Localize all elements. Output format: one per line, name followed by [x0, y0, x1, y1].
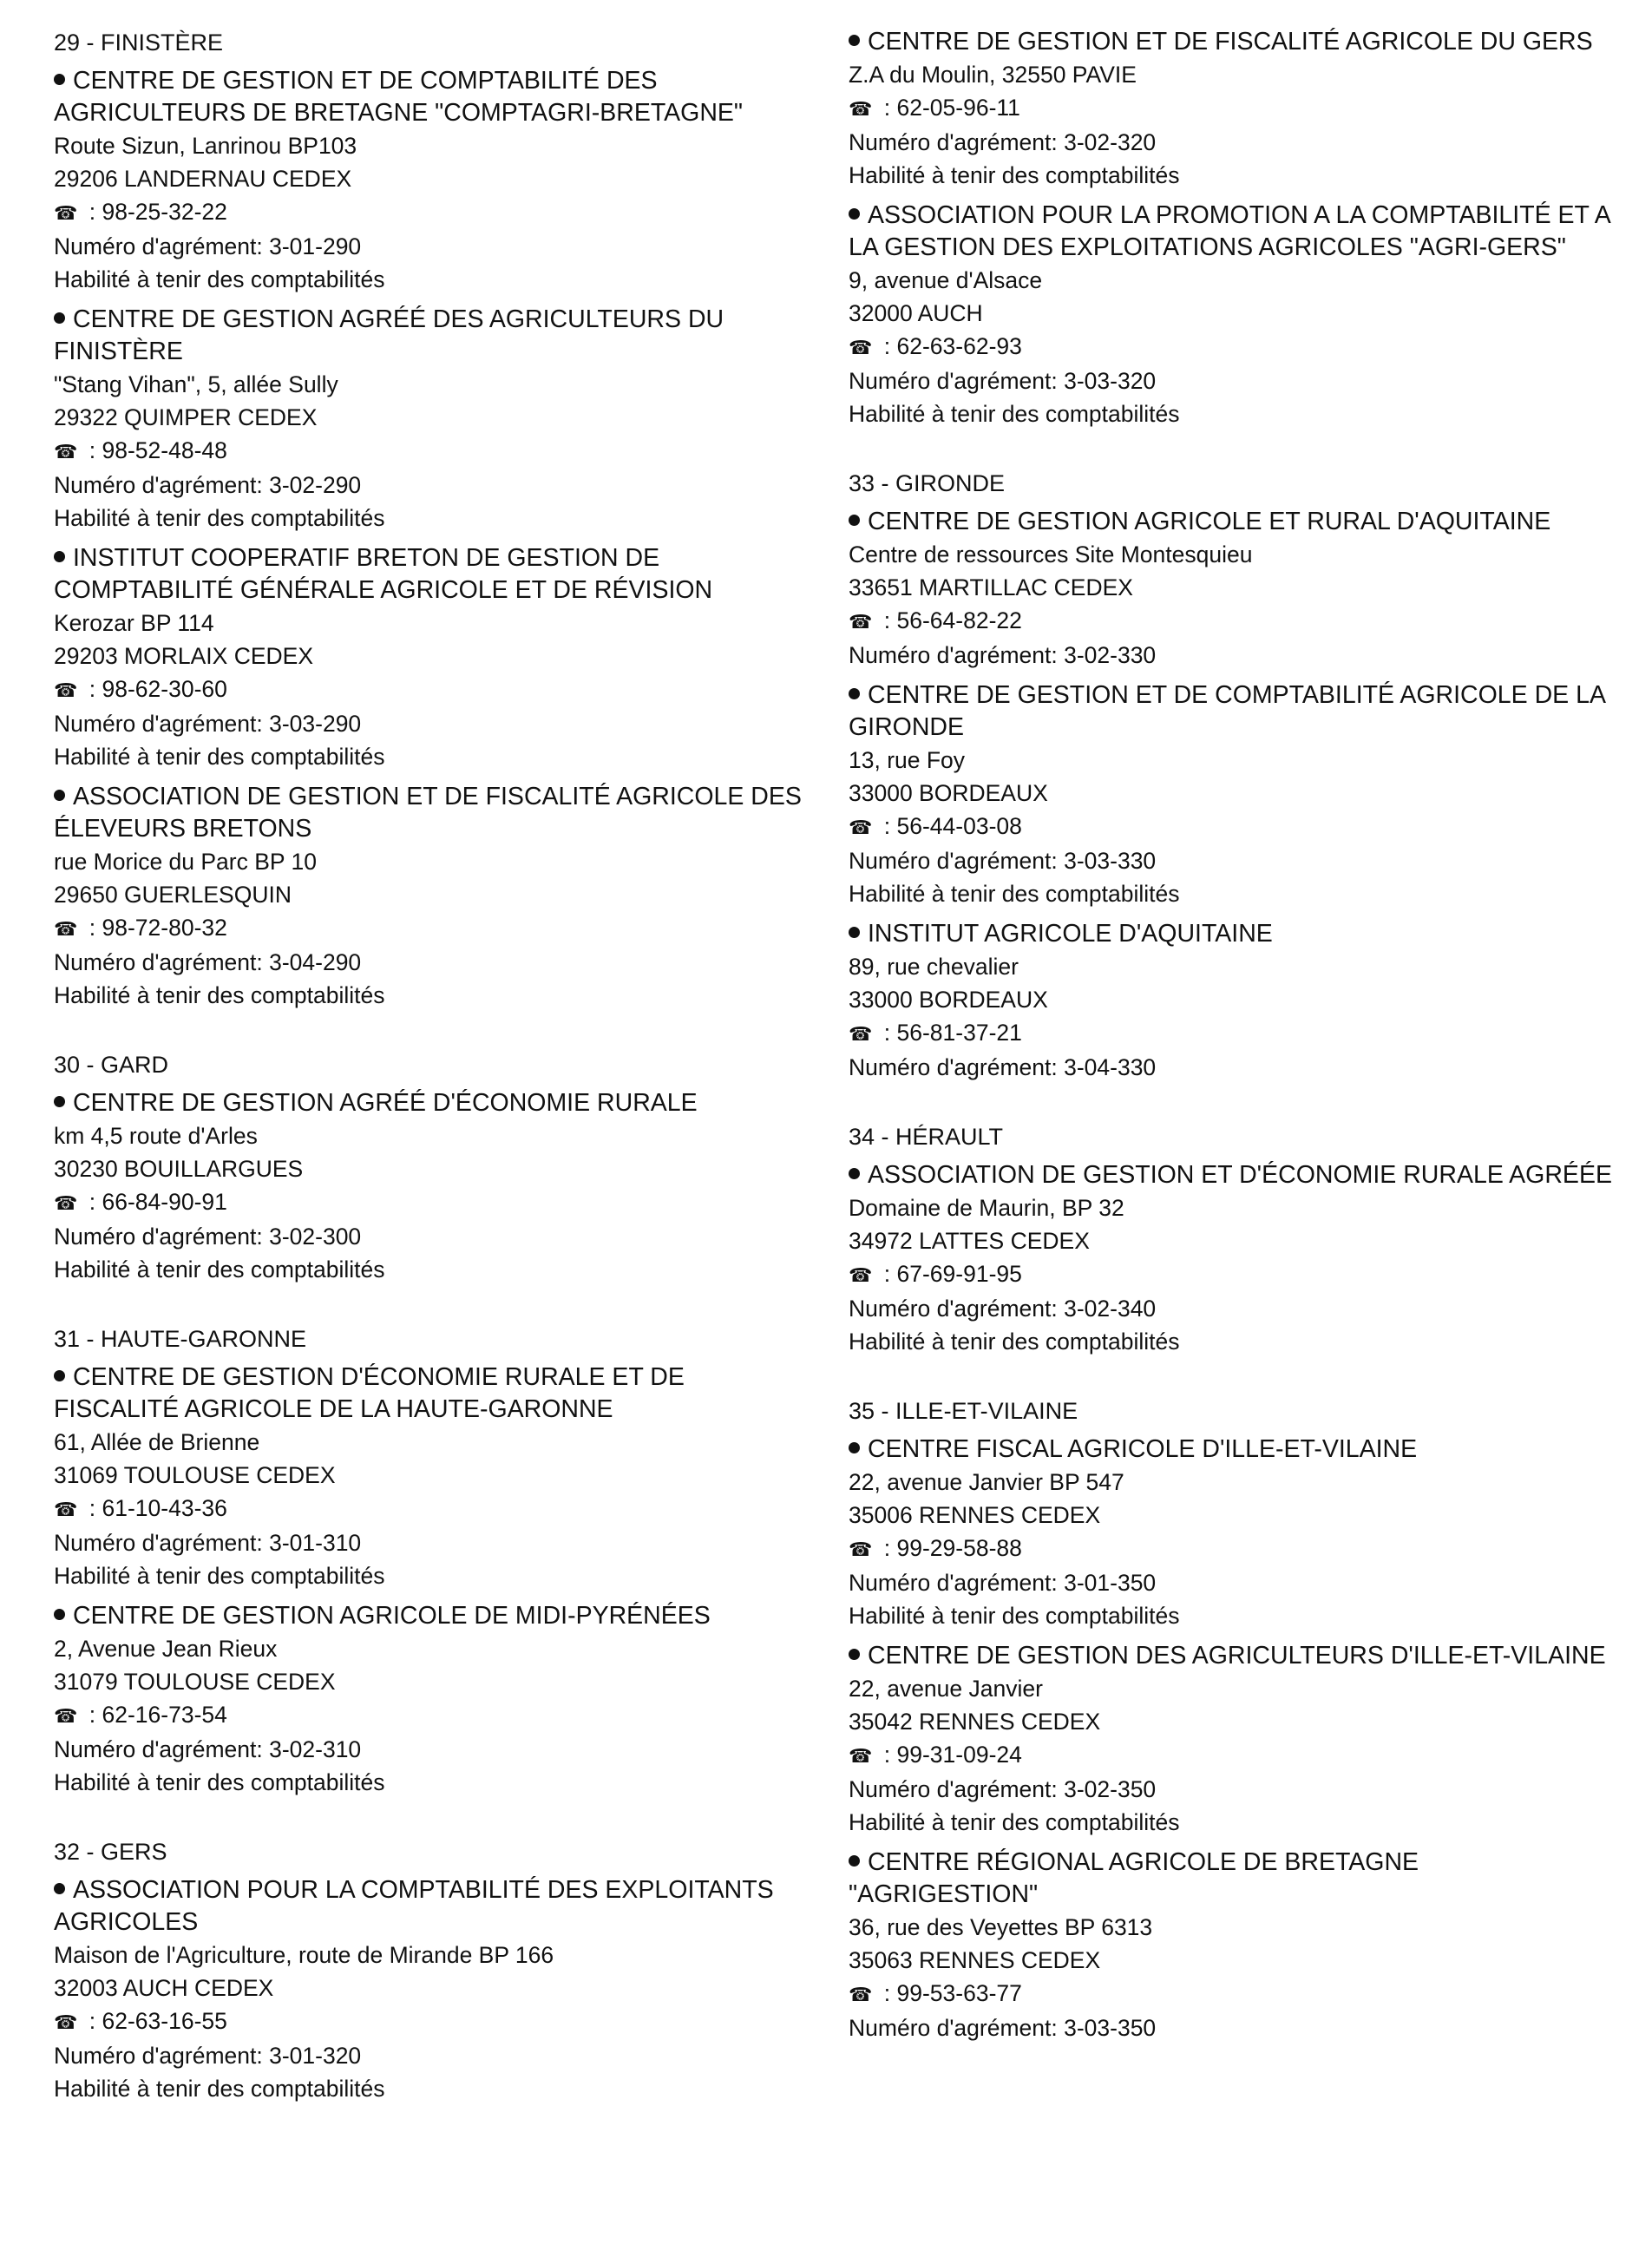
habilitation-note: Habilité à tenir des comptabilités: [54, 505, 385, 531]
address-line: 33000 BORDEAUX: [849, 780, 1048, 806]
address-line: rue Morice du Parc BP 10: [54, 849, 317, 875]
right-column: [849, 26, 1612, 2081]
address-line: 35063 RENNES CEDEX: [849, 1947, 1101, 1973]
address-line: 32003 AUCH CEDEX: [54, 1975, 274, 2001]
phone-number: : 62-63-62-93: [877, 333, 1022, 359]
entry-name: [849, 506, 1612, 538]
department-section: [54, 1322, 809, 1799]
phone-number: : 56-81-37-21: [877, 1020, 1022, 1046]
habilitation-note: Habilité à tenir des comptabilités: [849, 1809, 1180, 1835]
agrement-number: Numéro d'agrément: 3-01-350: [849, 1570, 1157, 1596]
habilitation-note: Habilité à tenir des comptabilités: [54, 982, 385, 1008]
left-column: [54, 26, 809, 2142]
phone-line: [849, 1738, 1612, 1773]
directory-entry: [849, 1847, 1612, 2044]
phone-line: [849, 330, 1612, 364]
phone-line: [849, 1257, 1612, 1292]
phone-number: : 66-84-90-91: [82, 1189, 227, 1215]
phone-number: : 62-05-96-11: [877, 95, 1020, 121]
department-section: [849, 1120, 1612, 1358]
phone-number: : 99-29-58-88: [877, 1535, 1022, 1561]
address-line: 34972 LATTES CEDEX: [849, 1228, 1090, 1254]
phone-icon: ☎: [54, 2011, 78, 2033]
habilitation-note: Habilité à tenir des comptabilités: [54, 1769, 385, 1795]
phone-number: : 56-44-03-08: [877, 813, 1022, 839]
agrement-number: Numéro d'agrément: 3-02-290: [54, 472, 362, 498]
phone-line: [54, 1698, 809, 1733]
habilitation-note: Habilité à tenir des comptabilités: [54, 2076, 385, 2102]
address-line: 61, Allée de Brienne: [54, 1429, 260, 1455]
bullet-icon: [849, 35, 860, 46]
agrement-number: Numéro d'agrément: 3-03-320: [849, 368, 1157, 394]
phone-number: : 98-25-32-22: [82, 199, 227, 225]
address-line: 29322 QUIMPER CEDEX: [54, 404, 318, 430]
phone-number: : 56-64-82-22: [877, 607, 1022, 633]
entry-name-text: CENTRE DE GESTION ET DE FISCALITÉ AGRICOLE DU GERS: [868, 28, 1593, 56]
entry-name: [849, 1434, 1612, 1466]
habilitation-note: Habilité à tenir des comptabilités: [849, 1329, 1180, 1355]
bullet-icon: [849, 688, 860, 699]
agrement-number: Numéro d'agrément: 3-01-320: [54, 2043, 362, 2069]
entry-name: [849, 26, 1612, 58]
phone-line: [849, 91, 1612, 126]
phone-icon: ☎: [849, 1984, 873, 2005]
phone-line: [54, 1185, 809, 1220]
phone-line: [849, 1532, 1612, 1566]
habilitation-note: Habilité à tenir des comptabilités: [849, 1603, 1180, 1629]
phone-icon: ☎: [849, 611, 873, 633]
phone-line: [54, 911, 809, 946]
agrement-number: Numéro d'agrément: 3-04-290: [54, 949, 362, 975]
phone-icon: ☎: [54, 1499, 78, 1520]
bullet-icon: [849, 1855, 860, 1867]
habilitation-note: Habilité à tenir des comptabilités: [54, 266, 385, 292]
department-section: [54, 26, 809, 1012]
entry-name-text: INSTITUT COOPERATIF BRETON DE GESTION DE COMPTABILITÉ GÉNÉRALE AGRICOLE ET DE RÉVISION: [54, 544, 713, 604]
habilitation-note: Habilité à tenir des comptabilités: [54, 744, 385, 770]
address-line: km 4,5 route d'Arles: [54, 1123, 258, 1149]
address-line: Z.A du Moulin, 32550 PAVIE: [849, 62, 1137, 88]
entry-name-text: CENTRE DE GESTION AGRÉÉ D'ÉCONOMIE RURALE: [73, 1089, 698, 1117]
address-line: 35042 RENNES CEDEX: [849, 1709, 1101, 1735]
phone-line: [849, 810, 1612, 844]
entry-name-text: CENTRE DE GESTION AGRICOLE DE MIDI-PYRÉNÉES: [73, 1602, 711, 1630]
directory-entry: [849, 1640, 1612, 1839]
phone-icon: ☎: [849, 817, 873, 838]
phone-line: [54, 673, 809, 707]
entry-name-text: CENTRE DE GESTION DES AGRICULTEURS D'ILLE-ET-VILAINE: [868, 1642, 1606, 1670]
bullet-icon: [54, 551, 65, 562]
directory-entry: [54, 304, 809, 535]
department-section: [54, 1835, 809, 2105]
agrement-number: Numéro d'agrément: 3-02-320: [849, 129, 1157, 155]
entry-name: [54, 304, 809, 368]
directory-entry: [54, 1600, 809, 1799]
directory-entry: [849, 679, 1612, 910]
phone-number: : 61-10-43-36: [82, 1495, 227, 1521]
department-section: [849, 467, 1612, 1084]
entry-name: [54, 781, 809, 845]
phone-icon: ☎: [54, 1192, 78, 1214]
address-line: 2, Avenue Jean Rieux: [54, 1636, 278, 1662]
bullet-icon: [849, 1168, 860, 1179]
address-line: 31069 TOULOUSE CEDEX: [54, 1462, 336, 1488]
phone-line: [54, 1492, 809, 1526]
bullet-icon: [54, 74, 65, 85]
phone-line: [54, 195, 809, 230]
phone-icon: ☎: [849, 1023, 873, 1045]
bullet-icon: [849, 208, 860, 220]
agrement-number: Numéro d'agrément: 3-03-330: [849, 848, 1157, 874]
bullet-icon: [849, 1442, 860, 1453]
directory-entry: [54, 1087, 809, 1286]
phone-line: [54, 434, 809, 469]
agrement-number: Numéro d'agrément: 3-02-340: [849, 1296, 1157, 1322]
department-section: [849, 26, 1612, 430]
directory-entry: [54, 781, 809, 1012]
agrement-number: Numéro d'agrément: 3-04-330: [849, 1054, 1157, 1080]
entry-name: [54, 542, 809, 607]
department-title: 29 - FINISTÈRE: [54, 30, 224, 56]
directory-entry: [54, 65, 809, 296]
agrement-number: Numéro d'agrément: 3-02-350: [849, 1776, 1157, 1802]
address-line: Kerozar BP 114: [54, 610, 214, 636]
habilitation-note: Habilité à tenir des comptabilités: [849, 401, 1180, 427]
habilitation-note: Habilité à tenir des comptabilités: [849, 881, 1180, 907]
phone-icon: ☎: [849, 1539, 873, 1560]
phone-icon: ☎: [54, 679, 78, 701]
phone-number: : 99-53-63-77: [877, 1980, 1022, 2006]
entry-name: [849, 1640, 1612, 1672]
directory-entry: [54, 1874, 809, 2105]
phone-number: : 98-52-48-48: [82, 437, 227, 463]
address-line: 33000 BORDEAUX: [849, 987, 1048, 1013]
address-line: Route Sizun, Lanrinou BP103: [54, 133, 357, 159]
entry-name-text: CENTRE DE GESTION ET DE COMPTABILITÉ DES AGRICULTEURS DE BRETAGNE "COMPTAGRI-BRETAGNE": [54, 67, 744, 127]
department-section: [849, 1394, 1612, 2044]
entry-name: [54, 1361, 809, 1426]
agrement-number: Numéro d'agrément: 3-02-330: [849, 642, 1157, 668]
phone-icon: ☎: [849, 98, 873, 120]
entry-name: [849, 1847, 1612, 1911]
entry-name: [54, 1087, 809, 1119]
entry-name: [849, 679, 1612, 744]
phone-number: : 62-63-16-55: [82, 2008, 227, 2034]
agrement-number: Numéro d'agrément: 3-03-290: [54, 711, 362, 737]
agrement-number: Numéro d'agrément: 3-03-350: [849, 2015, 1157, 2041]
habilitation-note: Habilité à tenir des comptabilités: [849, 162, 1180, 188]
bullet-icon: [54, 1883, 65, 1894]
address-line: 89, rue chevalier: [849, 954, 1019, 980]
directory-entry: [849, 1159, 1612, 1358]
department-title: 35 - ILLE-ET-VILAINE: [849, 1398, 1078, 1424]
phone-number: : 99-31-09-24: [877, 1742, 1022, 1768]
phone-line: [849, 1016, 1612, 1051]
entry-name-text: CENTRE RÉGIONAL AGRICOLE DE BRETAGNE "AGRIGESTION": [849, 1848, 1419, 1908]
entry-name: [849, 1159, 1612, 1191]
phone-icon: ☎: [54, 1705, 78, 1727]
directory-entry: [849, 506, 1612, 672]
entry-name-text: INSTITUT AGRICOLE D'AQUITAINE: [868, 920, 1273, 948]
entry-name-text: ASSOCIATION POUR LA COMPTABILITÉ DES EXPLOITANTS AGRICOLES: [54, 1876, 774, 1936]
entry-name-text: CENTRE DE GESTION ET DE COMPTABILITÉ AGRICOLE DE LA GIRONDE: [849, 681, 1605, 741]
phone-line: [849, 604, 1612, 639]
entry-name: [54, 1600, 809, 1632]
phone-line: [54, 2004, 809, 2039]
phone-icon: ☎: [849, 1745, 873, 1767]
entry-name-text: ASSOCIATION DE GESTION ET DE FISCALITÉ AGRICOLE DES ÉLEVEURS BRETONS: [54, 783, 802, 843]
entry-name: [849, 200, 1612, 264]
entry-name-text: ASSOCIATION DE GESTION ET D'ÉCONOMIE RURALE AGRÉÉE: [868, 1161, 1612, 1189]
directory-entry: [849, 918, 1612, 1084]
habilitation-note: Habilité à tenir des comptabilités: [54, 1256, 385, 1283]
address-line: 29206 LANDERNAU CEDEX: [54, 166, 352, 192]
directory-entry: [54, 1361, 809, 1592]
address-line: 9, avenue d'Alsace: [849, 267, 1043, 293]
bullet-icon: [849, 1649, 860, 1660]
bullet-icon: [54, 1370, 65, 1381]
entry-name-text: CENTRE DE GESTION D'ÉCONOMIE RURALE ET DE FISCALITÉ AGRICOLE DE LA HAUTE-GARONNE: [54, 1363, 685, 1423]
entry-name-text: ASSOCIATION POUR LA PROMOTION A LA COMPTABILITÉ ET A LA GESTION DES EXPLOITATIONS AGRICOLES "AGRI-GERS": [849, 201, 1610, 261]
address-line: 36, rue des Veyettes BP 6313: [849, 1914, 1153, 1940]
phone-icon: ☎: [849, 1264, 873, 1286]
entry-name-text: CENTRE DE GESTION AGRÉÉ DES AGRICULTEURS DU FINISTÈRE: [54, 305, 724, 365]
bullet-icon: [54, 790, 65, 801]
directory-entry: [849, 26, 1612, 192]
entry-name: [849, 918, 1612, 950]
agrement-number: Numéro d'agrément: 3-02-310: [54, 1736, 362, 1762]
address-line: Maison de l'Agriculture, route de Mirande BP 166: [54, 1942, 554, 1968]
phone-icon: ☎: [54, 441, 78, 463]
address-line: 35006 RENNES CEDEX: [849, 1502, 1101, 1528]
department-title: 34 - HÉRAULT: [849, 1124, 1004, 1150]
habilitation-note: Habilité à tenir des comptabilités: [54, 1563, 385, 1589]
entry-name: [54, 1874, 809, 1939]
address-line: 29203 MORLAIX CEDEX: [54, 643, 313, 669]
address-line: 33651 MARTILLAC CEDEX: [849, 574, 1133, 600]
entry-name-text: CENTRE FISCAL AGRICOLE D'ILLE-ET-VILAINE: [868, 1435, 1418, 1463]
agrement-number: Numéro d'agrément: 3-01-290: [54, 233, 362, 259]
address-line: "Stang Vihan", 5, allée Sully: [54, 371, 338, 397]
address-line: 29650 GUERLESQUIN: [54, 882, 292, 908]
phone-icon: ☎: [54, 918, 78, 940]
entry-name: [54, 65, 809, 129]
address-line: 30230 BOUILLARGUES: [54, 1156, 304, 1182]
address-line: 31079 TOULOUSE CEDEX: [54, 1669, 336, 1695]
bullet-icon: [54, 1096, 65, 1107]
address-line: 32000 AUCH: [849, 300, 983, 326]
phone-number: : 62-16-73-54: [82, 1702, 227, 1728]
bullet-icon: [54, 312, 65, 324]
address-line: 13, rue Foy: [849, 747, 966, 773]
directory-entry: [54, 542, 809, 773]
phone-icon: ☎: [849, 337, 873, 358]
address-line: 22, avenue Janvier: [849, 1676, 1043, 1702]
phone-number: : 67-69-91-95: [877, 1261, 1022, 1287]
department-title: 33 - GIRONDE: [849, 470, 1006, 496]
address-line: Domaine de Maurin, BP 32: [849, 1195, 1124, 1221]
bullet-icon: [849, 927, 860, 938]
phone-number: : 98-72-80-32: [82, 915, 227, 941]
phone-number: : 98-62-30-60: [82, 676, 227, 702]
phone-line: [849, 1977, 1612, 2011]
entry-name-text: CENTRE DE GESTION AGRICOLE ET RURAL D'AQUITAINE: [868, 508, 1551, 535]
agrement-number: Numéro d'agrément: 3-02-300: [54, 1224, 362, 1250]
address-line: 22, avenue Janvier BP 547: [849, 1469, 1124, 1495]
department-title: 31 - HAUTE-GARONNE: [54, 1326, 307, 1352]
bullet-icon: [54, 1609, 65, 1620]
agrement-number: Numéro d'agrément: 3-01-310: [54, 1530, 362, 1556]
phone-icon: ☎: [54, 202, 78, 224]
bullet-icon: [849, 515, 860, 526]
department-title: 30 - GARD: [54, 1052, 169, 1078]
address-line: Centre de ressources Site Montesquieu: [849, 541, 1253, 568]
directory-entry: [849, 1434, 1612, 1632]
department-title: 32 - GERS: [54, 1839, 167, 1865]
directory-entry: [849, 200, 1612, 430]
department-section: [54, 1048, 809, 1286]
